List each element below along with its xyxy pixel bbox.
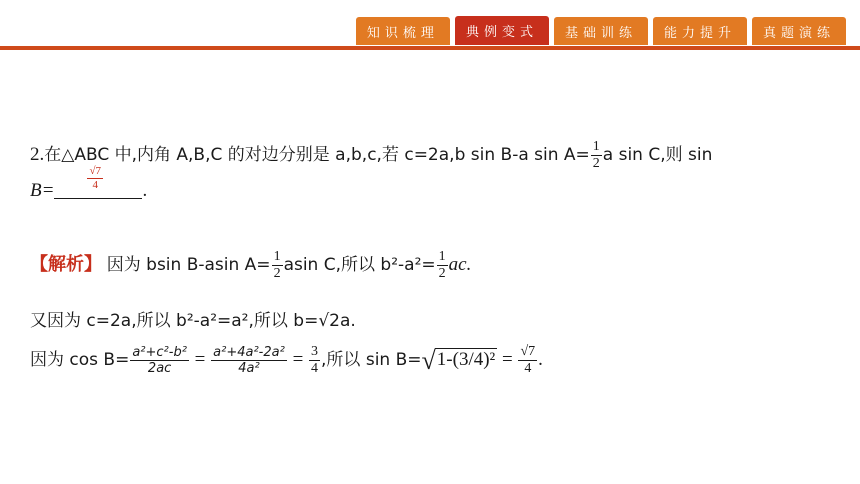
tab-examples[interactable]: 典例变式 xyxy=(455,16,549,45)
fraction-denominator: 2 xyxy=(273,266,281,282)
tab-past-exams[interactable]: 真题演练 xyxy=(752,17,846,45)
section-tabs xyxy=(356,17,846,45)
answer-numerator: √7 xyxy=(89,165,101,177)
equals-sign: = xyxy=(502,349,513,370)
solution-fraction-half xyxy=(272,250,283,281)
solution-line-2 xyxy=(30,306,356,332)
tab-basic-training[interactable]: 基础训练 xyxy=(554,17,648,45)
answer-denominator: 4 xyxy=(92,179,98,191)
sin-result-fraction xyxy=(518,345,537,376)
tab-knowledge-review[interactable]: 知识梳理 xyxy=(356,17,450,45)
question-line-1 xyxy=(30,140,712,171)
solution-line1-b: asin C,所以 b²-a²= xyxy=(283,255,436,275)
cos-fraction-2 xyxy=(211,346,287,375)
fraction-denominator: 4 xyxy=(311,361,319,377)
question-tail: a sin C,则 sin xyxy=(602,145,713,165)
solution-label: 【解析】 xyxy=(30,254,102,275)
solution-line-1 xyxy=(30,250,471,281)
fraction-numerator: a²+c²-b² xyxy=(132,345,187,361)
period: . xyxy=(538,349,543,370)
fraction-half xyxy=(591,140,602,171)
equals-sign: = xyxy=(194,349,206,370)
solution-fraction-half-2 xyxy=(437,250,448,281)
question-line-2 xyxy=(30,165,148,202)
solution-line1-a: 因为 bsin B-asin A= xyxy=(106,255,271,275)
equals-sign: = xyxy=(292,349,304,370)
fraction-numerator: 1 xyxy=(592,139,600,155)
question-line2-prefix: B= xyxy=(30,180,55,201)
solution-line3-a: 因为 cos B= xyxy=(30,350,130,370)
question-period: . xyxy=(142,180,148,201)
tab-ability-improvement[interactable]: 能力提升 xyxy=(653,17,747,45)
answer-blank xyxy=(54,165,142,199)
fraction-numerator: a²+4a²-2a² xyxy=(213,345,285,361)
fraction-numerator: 1 xyxy=(438,249,446,265)
cos-fraction-3 xyxy=(309,345,320,376)
solution-line2: 又因为 c=2a,所以 b²-a²=a²,所以 b=√2a. xyxy=(30,311,356,331)
solution-line1-c: ac. xyxy=(448,254,472,275)
square-root-content: 1-(3/4)² xyxy=(436,349,496,370)
top-bar xyxy=(0,0,860,48)
cos-fraction-1 xyxy=(130,346,189,375)
fraction-numerator: 1 xyxy=(273,249,281,265)
question-number: 2. xyxy=(30,144,45,165)
solution-line-3 xyxy=(30,345,543,376)
fraction-denominator: 2ac xyxy=(147,361,172,377)
fraction-denominator: 2 xyxy=(438,266,446,282)
square-root: √1-(3/4)² xyxy=(421,345,496,375)
header-rule xyxy=(0,46,860,50)
fraction-denominator: 4a² xyxy=(238,361,260,377)
solution-line3-b: ,所以 sin B= xyxy=(321,350,422,370)
question-intro: 在△ABC 中,内角 A,B,C 的对边分别是 a,b,c,若 c=2a,b sin B-a sin A= xyxy=(44,145,590,165)
fraction-denominator: 4 xyxy=(524,361,532,377)
answer-fraction xyxy=(87,166,103,191)
fraction-numerator: √7 xyxy=(520,344,536,360)
fraction-denominator: 2 xyxy=(592,156,600,172)
fraction-numerator: 3 xyxy=(311,344,319,360)
